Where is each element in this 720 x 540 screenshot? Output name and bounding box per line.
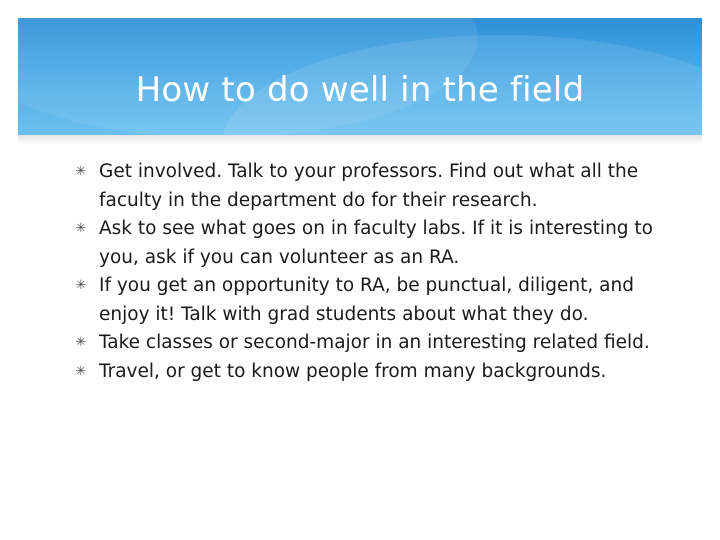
bullet-list — [73, 158, 663, 386]
bullet-text: If you get an opportunity to RA, be punctual, diligent, and enjoy it! Talk with grad students about what they do. — [99, 275, 634, 325]
asterisk-icon: ✳ — [75, 278, 87, 293]
slide-title: How to do well in the field — [135, 70, 585, 110]
bullet-text: Travel, or get to know people from many backgrounds. — [99, 360, 607, 382]
bullet-item — [73, 358, 663, 387]
asterisk-icon: ✳ — [75, 335, 87, 350]
bullet-item — [73, 329, 663, 358]
bullet-text: Ask to see what goes on in faculty labs. If it is interesting to you, ask if you can volunteer as an RA. — [99, 218, 653, 268]
bullet-text: Take classes or second-major in an interesting related field. — [99, 332, 650, 353]
title-band-shadow — [18, 135, 702, 145]
bullet-text: Get involved. Talk to your professors. Find out what all the faculty in the department do for their research. — [99, 161, 639, 211]
asterisk-icon: ✳ — [75, 221, 87, 236]
bullet-item — [73, 215, 663, 272]
asterisk-icon: ✳ — [75, 164, 87, 179]
bullet-item — [73, 272, 663, 329]
asterisk-icon: ✳ — [75, 363, 87, 379]
title-band — [18, 18, 702, 135]
bullet-item — [73, 158, 663, 215]
